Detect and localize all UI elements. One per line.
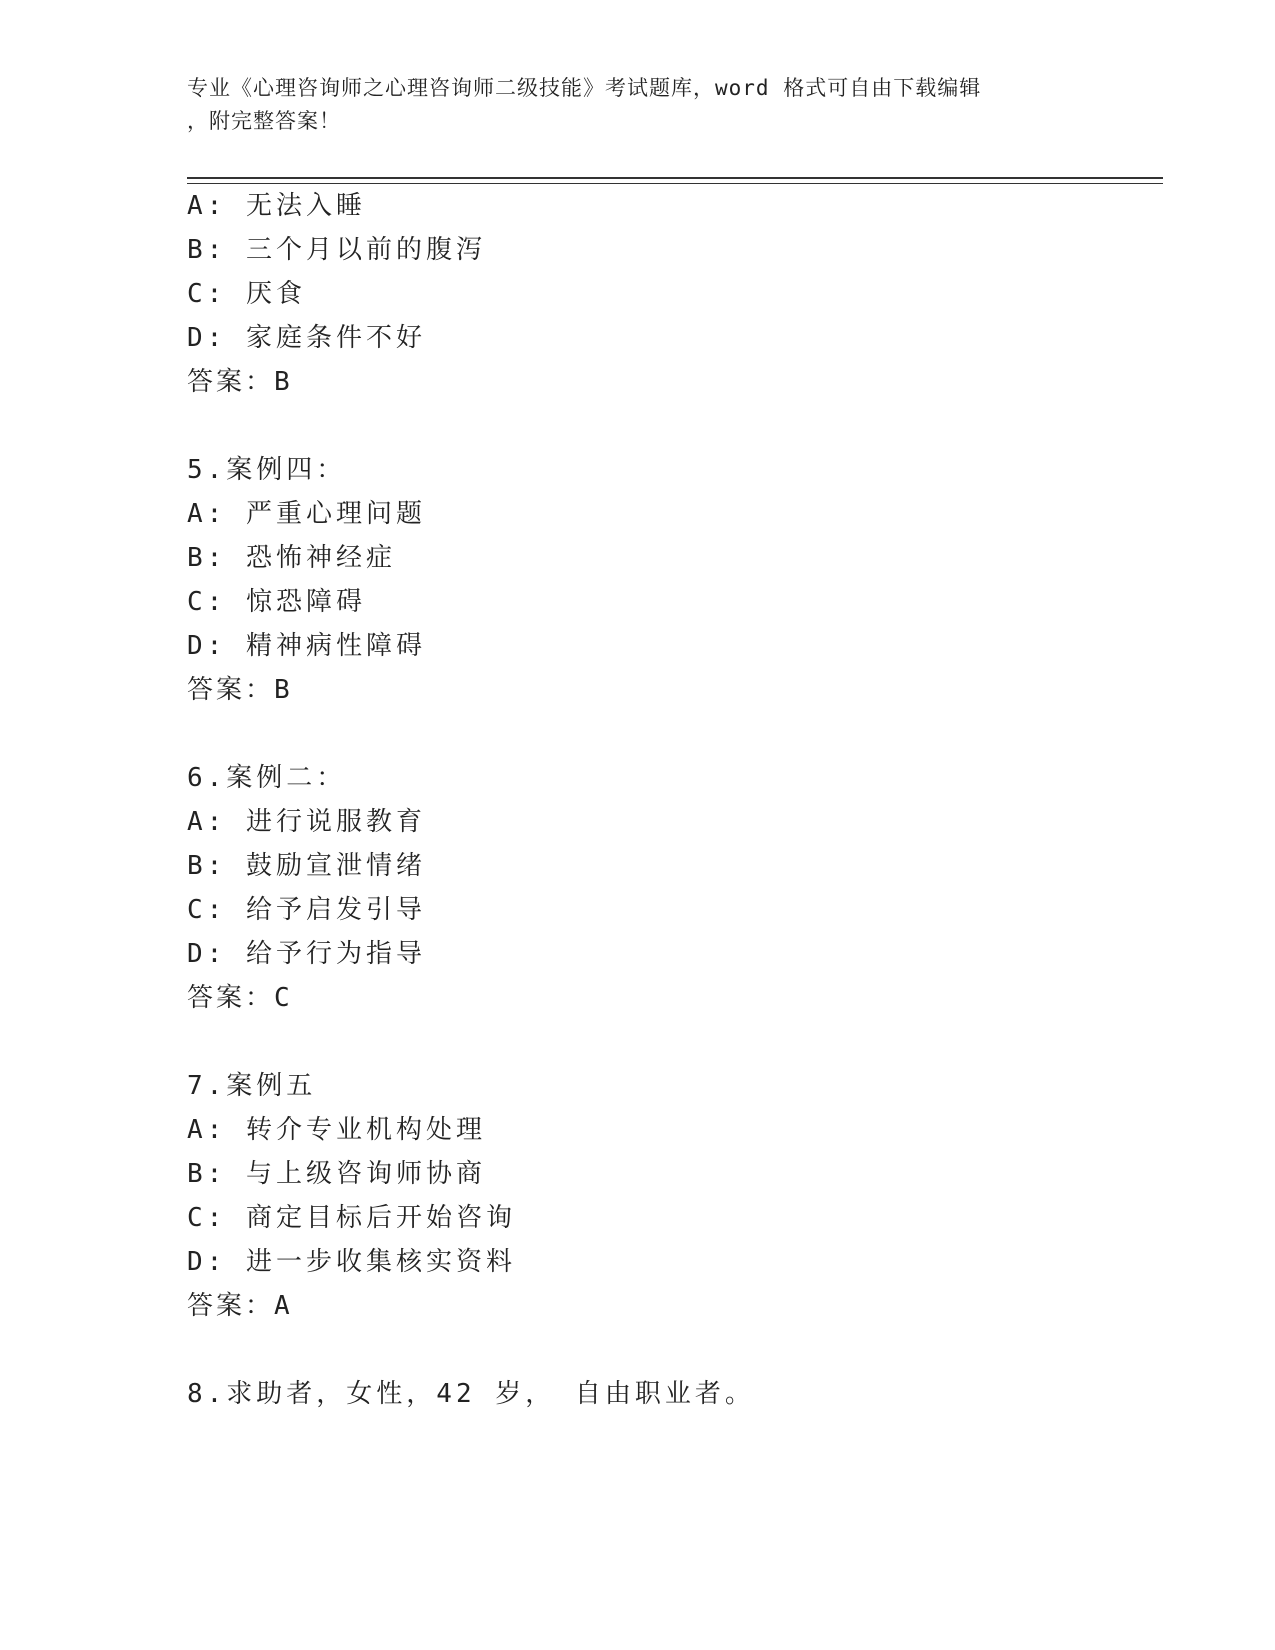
q5-option-d: D: 精神病性障碍	[187, 631, 426, 661]
q6-option-c: C: 给予启发引导	[187, 895, 426, 925]
header-title-line1: 专业《心理咨询师之心理咨询师二级技能》考试题库，word 格式可自由下载编辑	[187, 76, 982, 100]
q6-option-b: B: 鼓励宣泄情绪	[187, 851, 426, 881]
q7-answer: 答案：A	[187, 1291, 293, 1321]
header-divider-thin	[187, 183, 1163, 184]
q5-option-a: A: 严重心理问题	[187, 499, 426, 529]
q6-title: 6.案例二：	[187, 763, 347, 793]
q4-option-c: C: 厌食	[187, 279, 306, 309]
q7-option-d: D: 进一步收集核实资料	[187, 1247, 516, 1277]
q4-option-a: A: 无法入睡	[187, 191, 366, 221]
q6-answer: 答案：C	[187, 983, 293, 1013]
q7-option-c: C: 商定目标后开始咨询	[187, 1203, 516, 1233]
q5-title: 5.案例四：	[187, 455, 347, 485]
q4-answer: 答案：B	[187, 367, 293, 397]
q6-option-d: D: 给予行为指导	[187, 939, 426, 969]
header-title-line2: ，附完整答案！	[187, 109, 341, 133]
q6-option-a: A: 进行说服教育	[187, 807, 426, 837]
document-header	[187, 72, 1087, 138]
q4-option-d: D: 家庭条件不好	[187, 323, 426, 353]
q8-title: 8.求助者，女性，42 岁， 自由职业者。	[187, 1379, 755, 1409]
header-divider-thick	[187, 177, 1163, 179]
q7-option-a: A: 转介专业机构处理	[187, 1115, 486, 1145]
q5-option-c: C: 惊恐障碍	[187, 587, 366, 617]
q4-option-b: B: 三个月以前的腹泻	[187, 235, 486, 265]
q5-option-b: B: 恐怖神经症	[187, 543, 396, 573]
q7-title: 7.案例五	[187, 1071, 317, 1101]
q7-option-b: B: 与上级咨询师协商	[187, 1159, 486, 1189]
q5-answer: 答案：B	[187, 675, 293, 705]
